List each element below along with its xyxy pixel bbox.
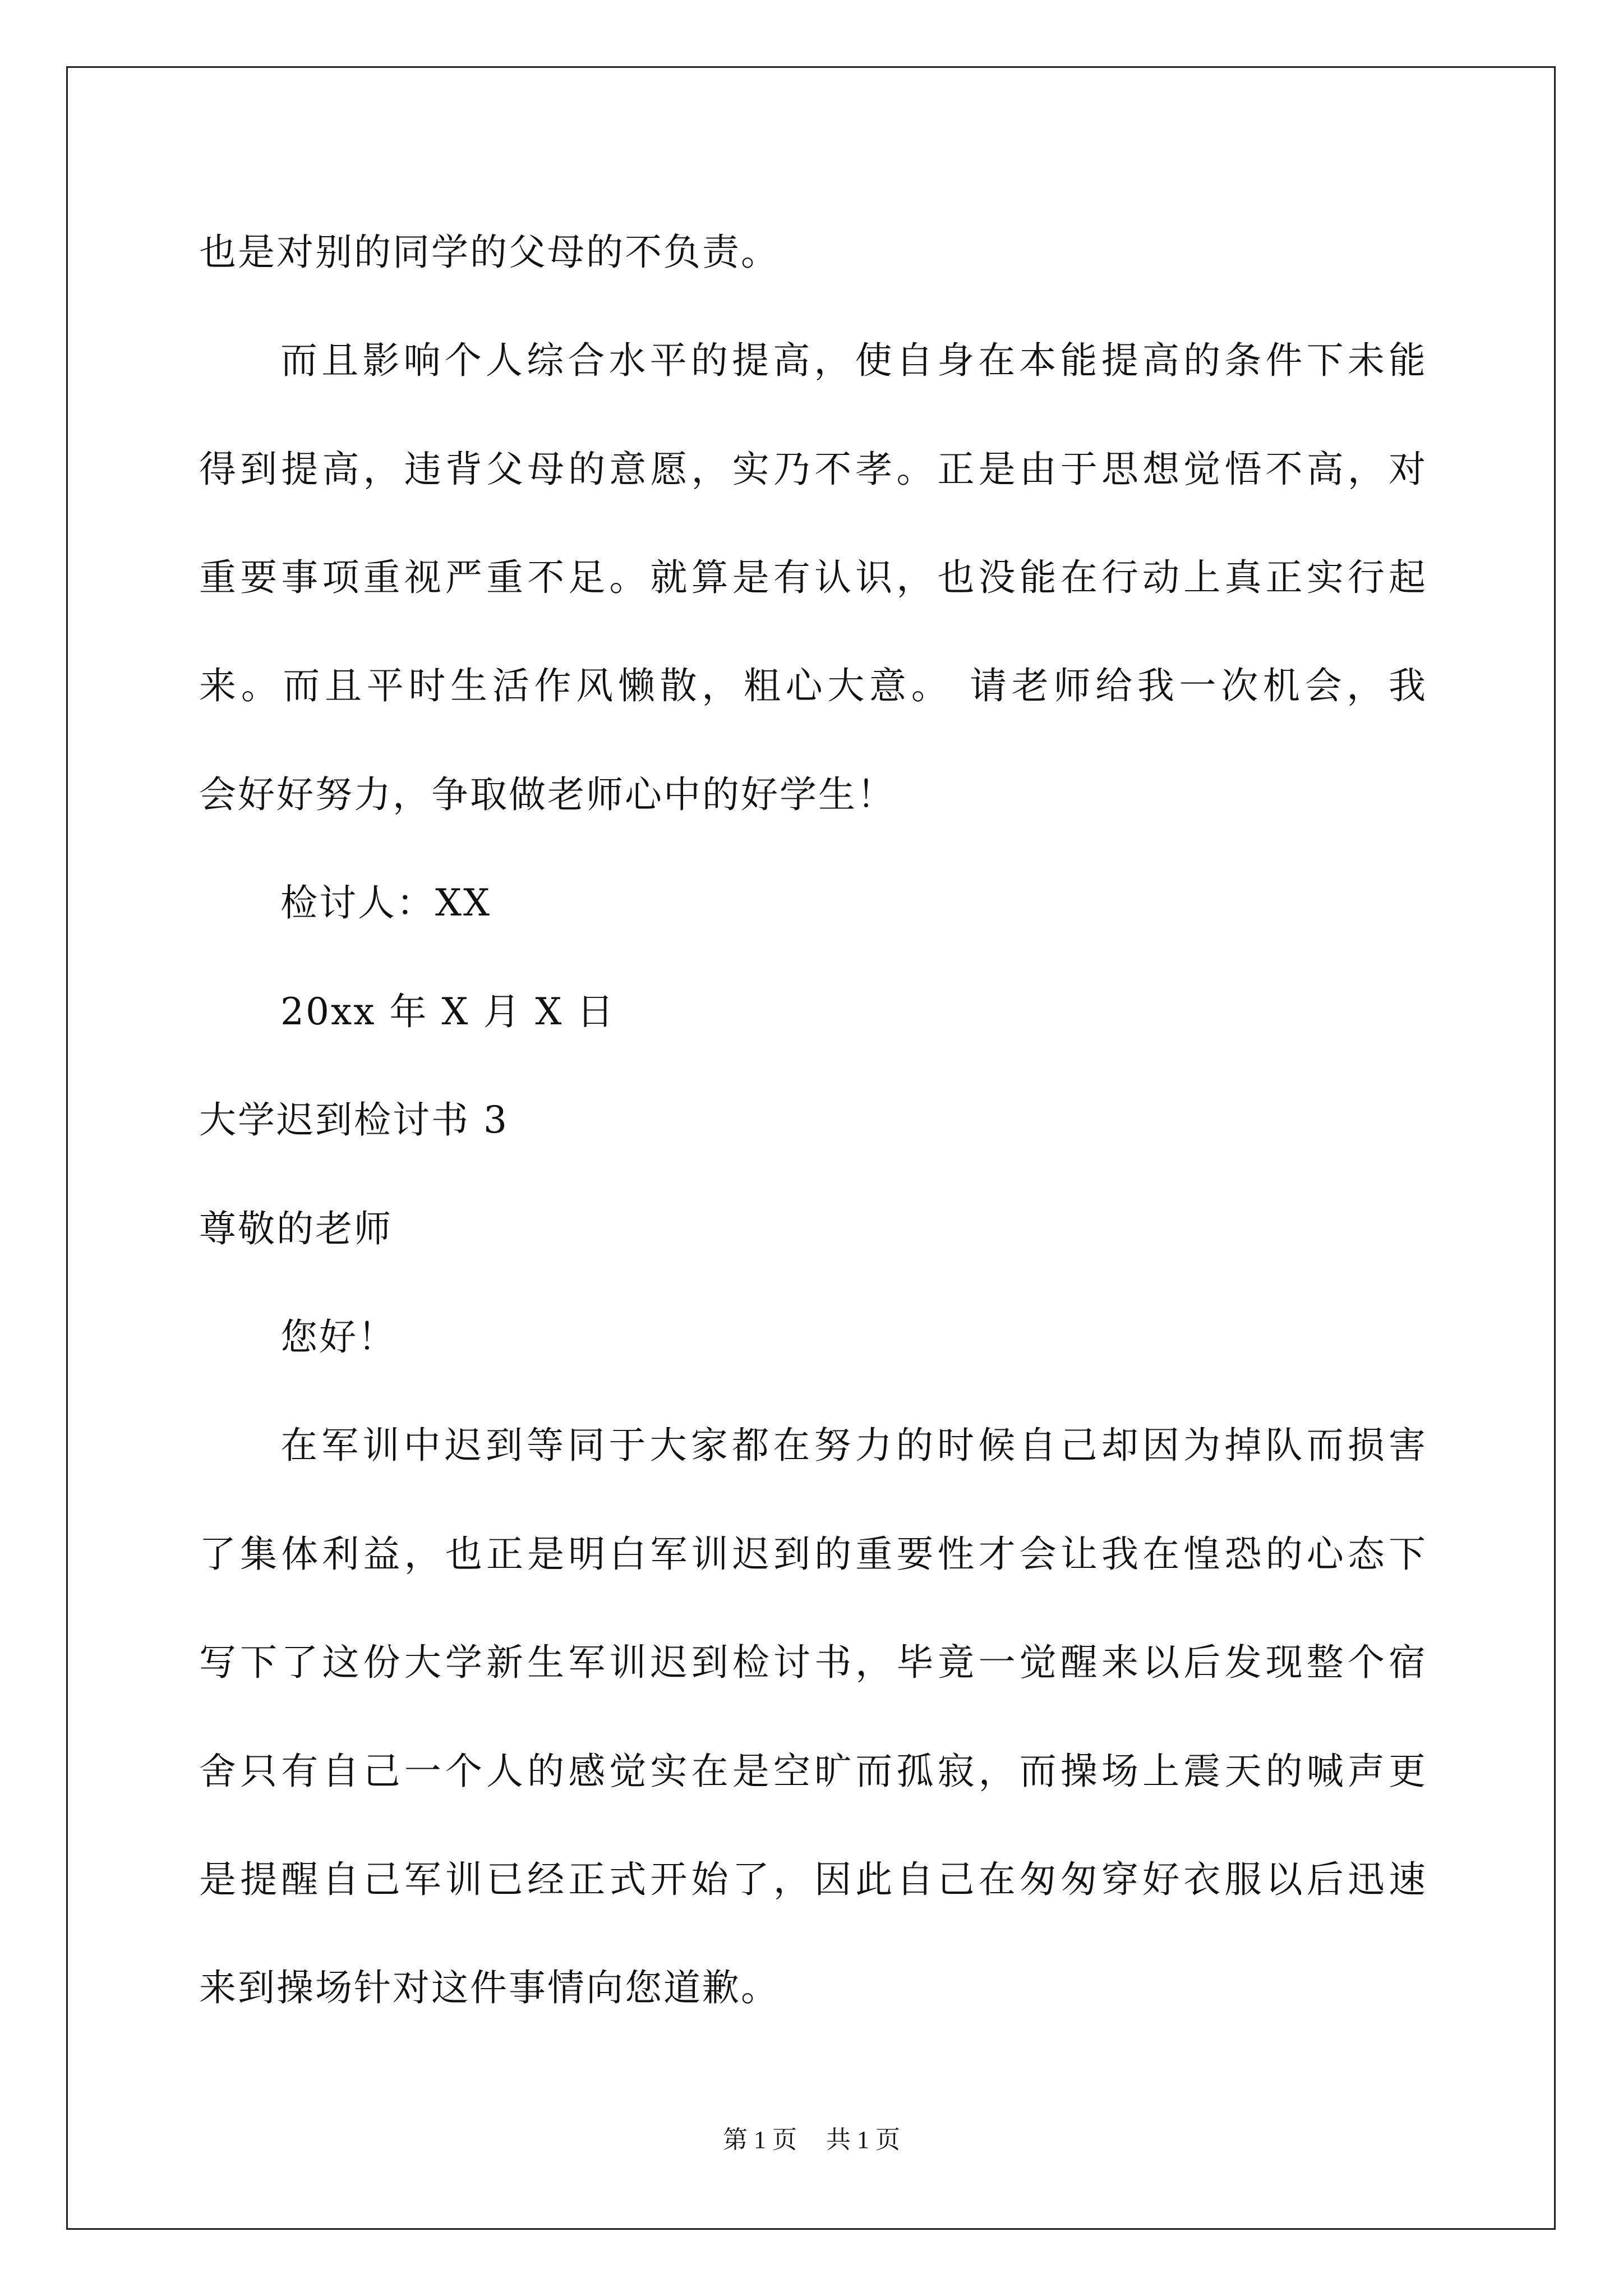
salutation: 尊敬的老师 bbox=[199, 1207, 393, 1250]
paragraph-line: 而且影响个人综合水平的提高，使自身在本能提高的条件下未能 bbox=[280, 339, 1427, 382]
paragraph-line: 重要事项重视严重不足。就算是有认识，也没能在行动上真正实行起 bbox=[199, 556, 1427, 599]
greeting: 您好！ bbox=[280, 1315, 396, 1359]
paragraph-line: 来。而且平时生活作风懒散，粗心大意。 请老师给我一次机会，我 bbox=[199, 664, 1427, 707]
paragraph-line: 也是对别的同学的父母的不负责。 bbox=[199, 231, 780, 274]
page-border bbox=[66, 66, 1556, 2230]
page-total: 共 1 页 bbox=[826, 2126, 900, 2154]
page-number: 第 1 页 bbox=[723, 2126, 797, 2154]
paragraph-line: 来到操场针对这件事情向您道歉。 bbox=[199, 1966, 780, 2009]
paragraph-line: 舍只有自己一个人的感觉实在是空旷而孤寂，而操场上震天的喊声更 bbox=[199, 1750, 1427, 1793]
paragraph-line: 在军训中迟到等同于大家都在努力的时候自己却因为掉队而损害 bbox=[280, 1424, 1427, 1467]
paragraph-line: 了集体利益，也正是明白军训迟到的重要性才会让我在惶恐的心态下 bbox=[199, 1533, 1427, 1576]
paragraph-line: 会好好努力，争取做老师心中的好学生！ bbox=[199, 773, 896, 816]
signature-name: 检讨人：XX bbox=[280, 881, 491, 924]
section-title: 大学迟到检讨书 3 bbox=[199, 1098, 509, 1142]
paragraph-line: 是提醒自己军训已经正式开始了，因此自己在匆匆穿好衣服以后迅速 bbox=[199, 1858, 1427, 1901]
paragraph-line: 写下了这份大学新生军训迟到检讨书，毕竟一觉醒来以后发现整个宿 bbox=[199, 1641, 1427, 1684]
paragraph-line: 得到提高，违背父母的意愿，实乃不孝。正是由于思想觉悟不高，对 bbox=[199, 448, 1427, 491]
page-footer bbox=[0, 2123, 1623, 2157]
signature-date: 20xx 年 X 月 X 日 bbox=[280, 990, 616, 1033]
